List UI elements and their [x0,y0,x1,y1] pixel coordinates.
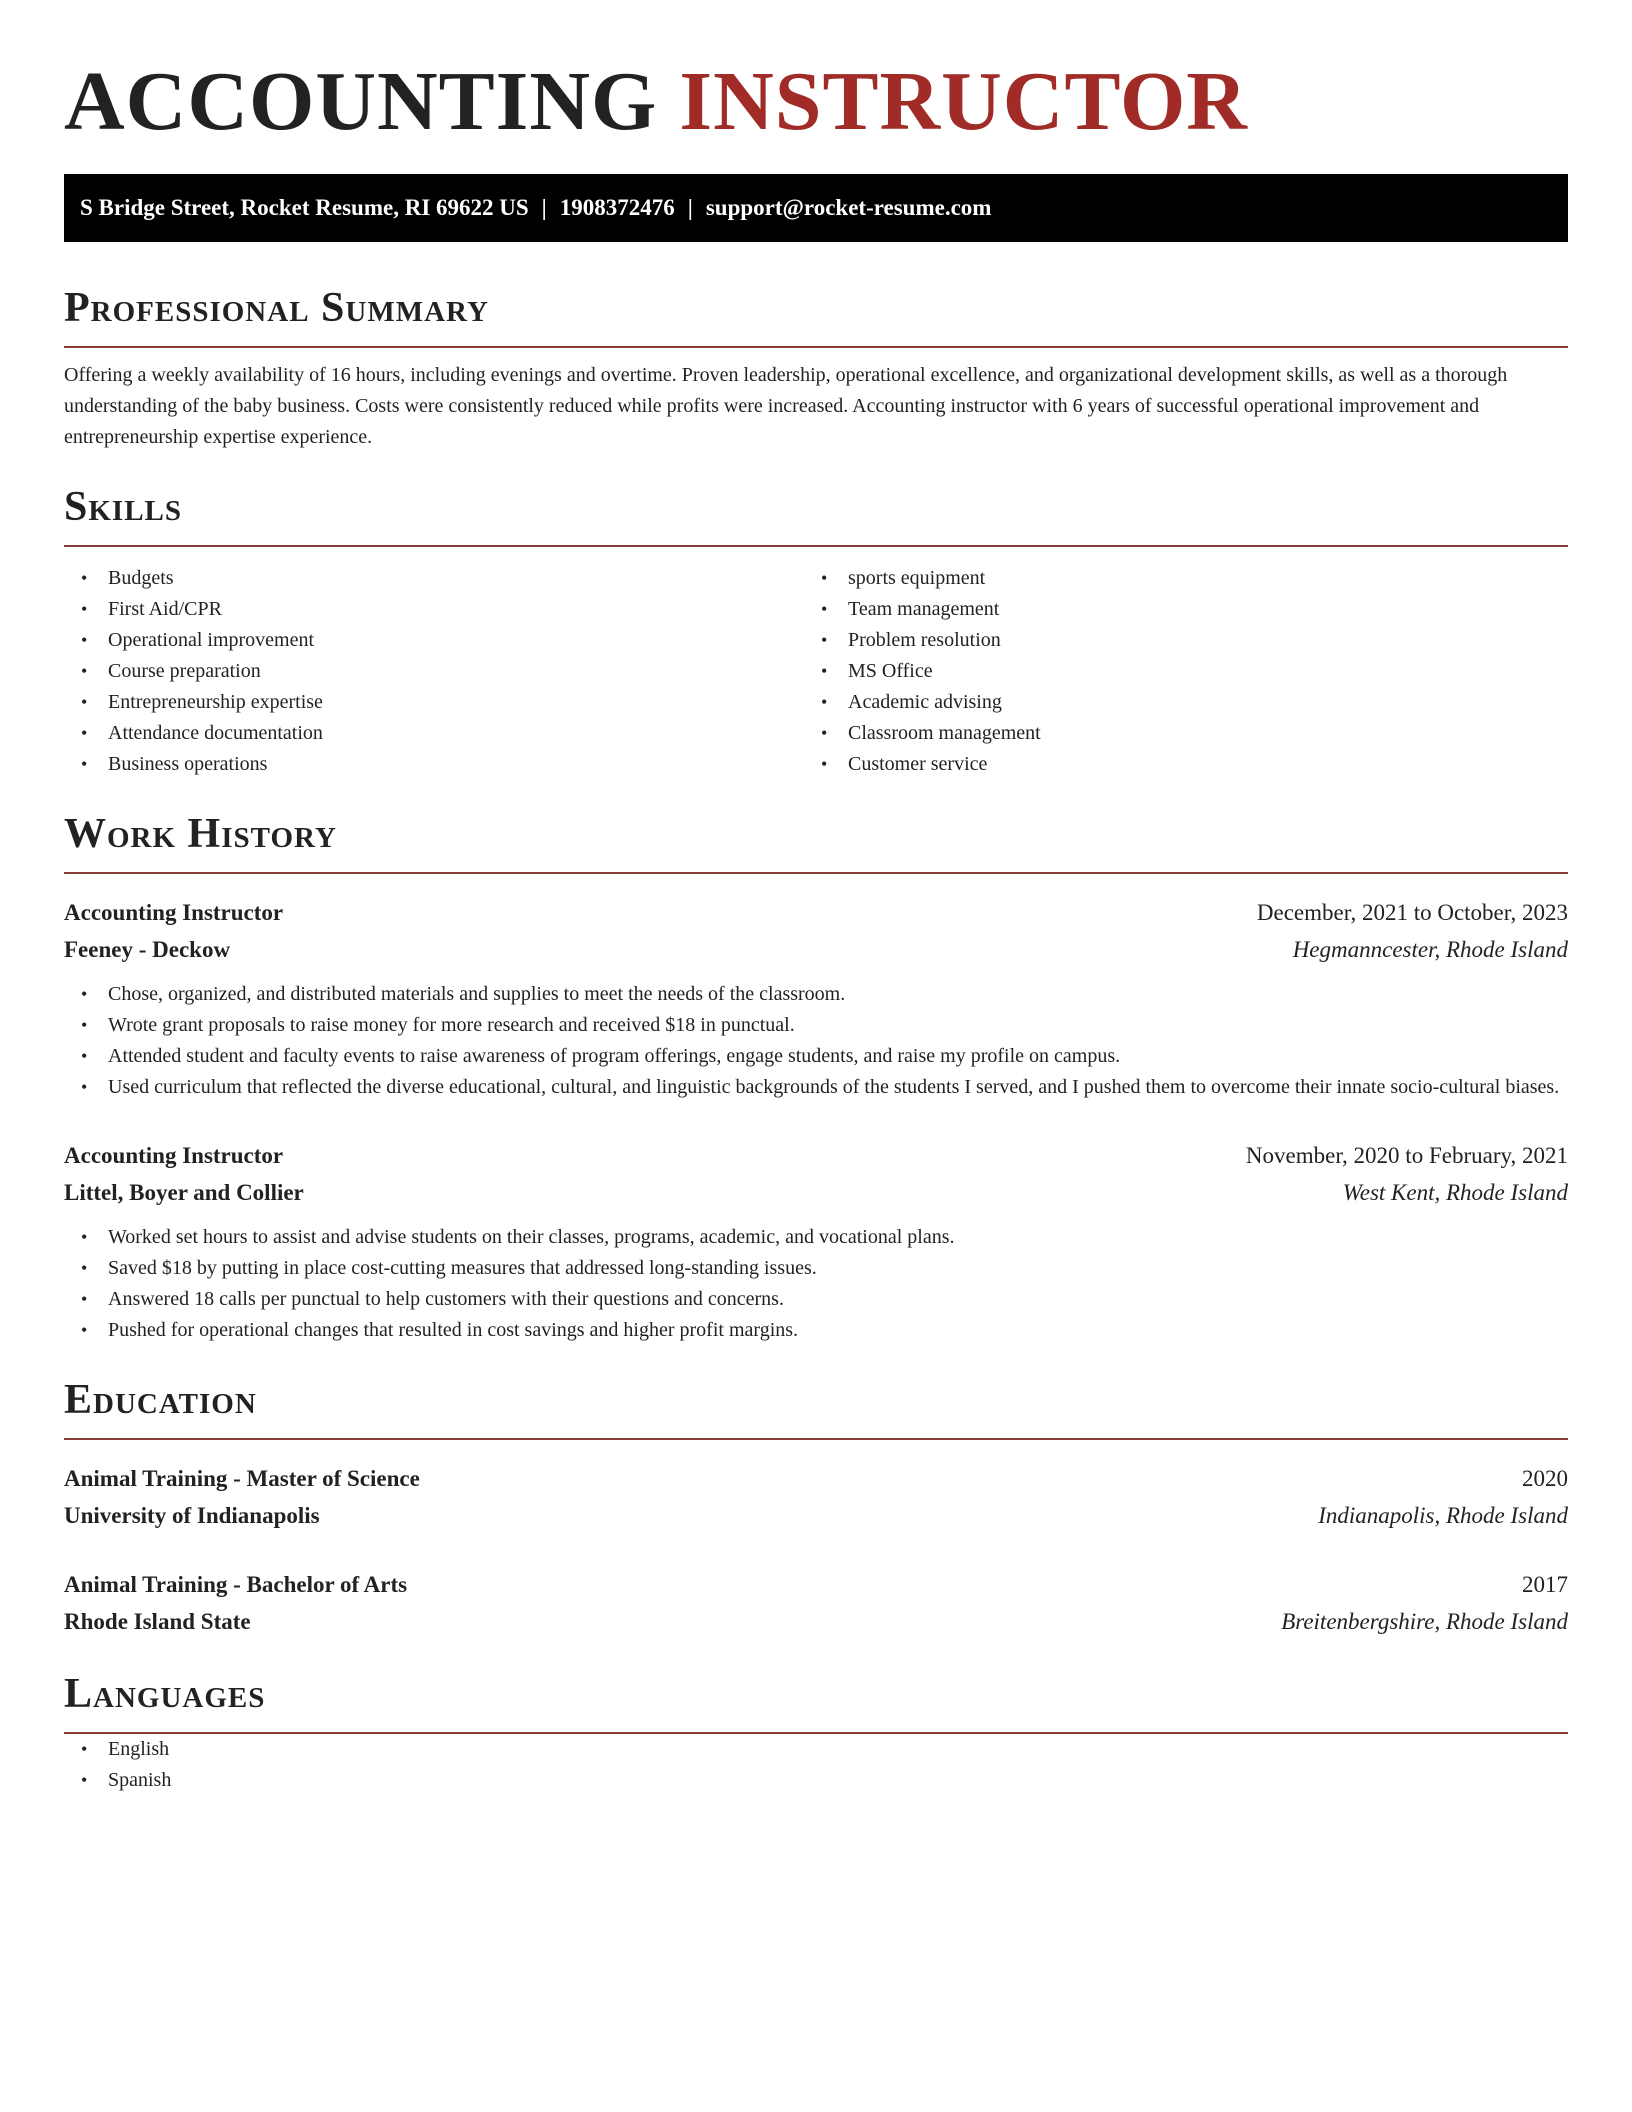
education-year: 2020 [1522,1466,1568,1491]
job-bullet: • Worked set hours to assist and advise students on their classes, programs, academic, and vocational plans. [64,1222,1568,1253]
education-entry [64,1460,1568,1534]
summary-text: Offering a weekly availability of 16 hours, including evenings and overtime. Proven leadership, operational excellence, and organizational development skills, as well as a thorough understanding of the baby business. Costs were consistently reduced while profits were increased. Accounting instructor with 6 years of successful operational improvement and entrepreneurship expertise experience. [64,364,1508,448]
job-bullet: • Used curriculum that reflected the diverse educational, cultural, and linguistic backgrounds of the students I served, and I pushed them to overcome their innate socio-cultural biases. [64,1072,1568,1103]
contact-email: support@rocket-resume.com [705,195,992,220]
education-school: Rhode Island State [64,1609,251,1634]
job-bullet: • Saved $18 by putting in place cost-cutting measures that addressed long-standing issues. [64,1253,1568,1284]
title-second-word: INSTRUCTOR [679,55,1248,148]
section-divider [64,1438,1568,1440]
skill-item: • Customer service [804,749,1544,780]
education-year: 2017 [1522,1572,1568,1597]
education-entry [64,1566,1568,1640]
job-bullet: • Pushed for operational changes that resulted in cost savings and higher profit margins. [64,1315,1568,1346]
job-company: Feeney - Deckow [64,937,231,962]
job-bullet: • Answered 18 calls per punctual to help customers with their questions and concerns. [64,1284,1568,1315]
skill-item: • Classroom management [804,718,1544,749]
skills-list-left [64,563,804,780]
languages-section [64,1668,1568,1796]
job-dates: November, 2020 to February, 2021 [1245,1143,1568,1168]
education-degree: Animal Training - Master of Science [64,1466,420,1491]
job-bullet: • Wrote grant proposals to raise money for more research and received $18 in punctual. [64,1010,1568,1041]
job-location: Hegmanncester, Rhode Island [1292,937,1568,962]
skill-item: • First Aid/CPR [64,594,804,625]
contact-separator: | [541,195,547,220]
education-location: Breitenbergshire, Rhode Island [1281,1609,1568,1634]
work-history-section [64,808,1568,1346]
skill-item: • sports equipment [804,563,1544,594]
skill-item: • Budgets [64,563,804,594]
skills-list-right [804,563,1544,780]
contact-phone: 1908372476 [559,195,675,220]
title-first-word: ACCOUNTING [64,55,658,148]
education-location: Indianapolis, Rhode Island [1318,1503,1568,1528]
contact-bar [64,174,1568,242]
skill-item: • Course preparation [64,656,804,687]
job-role: Accounting Instructor [64,900,284,925]
job-dates: December, 2021 to October, 2023 [1256,900,1568,925]
section-divider [64,545,1568,547]
job-entry [64,1137,1568,1346]
job-bullet: • Chose, organized, and distributed materials and supplies to meet the needs of the classroom. [64,979,1568,1010]
section-divider [64,872,1568,874]
section-heading-education: Education [64,1377,257,1423]
section-heading-work-history: Work History [64,811,337,857]
section-heading-skills: Skills [64,484,183,530]
skill-item: • Entrepreneurship expertise [64,687,804,718]
education-section [64,1374,1568,1640]
skill-item: • Team management [804,594,1544,625]
language-item: • English [64,1734,1568,1765]
section-divider [64,346,1568,348]
skill-item: • MS Office [804,656,1544,687]
skill-item: • Operational improvement [64,625,804,656]
section-heading-languages: Languages [64,1671,266,1717]
job-role: Accounting Instructor [64,1143,284,1168]
languages-list [64,1734,1568,1796]
contact-address: S Bridge Street, Rocket Resume, RI 69622 US [80,195,529,220]
job-bullets [64,979,1568,1103]
skill-item: • Business operations [64,749,804,780]
skill-item: • Problem resolution [804,625,1544,656]
resume-title [64,0,1568,152]
section-heading-summary: Professional Summary [64,285,489,331]
job-bullets [64,1222,1568,1346]
job-location: West Kent, Rhode Island [1342,1180,1568,1205]
skill-item: • Attendance documentation [64,718,804,749]
language-item: • Spanish [64,1765,1568,1796]
education-school: University of Indianapolis [64,1503,320,1528]
skill-item: • Academic advising [804,687,1544,718]
education-degree: Animal Training - Bachelor of Arts [64,1572,408,1597]
job-bullet: • Attended student and faculty events to raise awareness of program offerings, engage students, and raise my profile on campus. [64,1041,1568,1072]
summary-section [64,282,1568,453]
job-company: Littel, Boyer and Collier [64,1180,304,1205]
skills-columns [64,563,1568,780]
skills-section [64,481,1568,780]
job-entry [64,894,1568,1103]
contact-separator: | [687,195,693,220]
